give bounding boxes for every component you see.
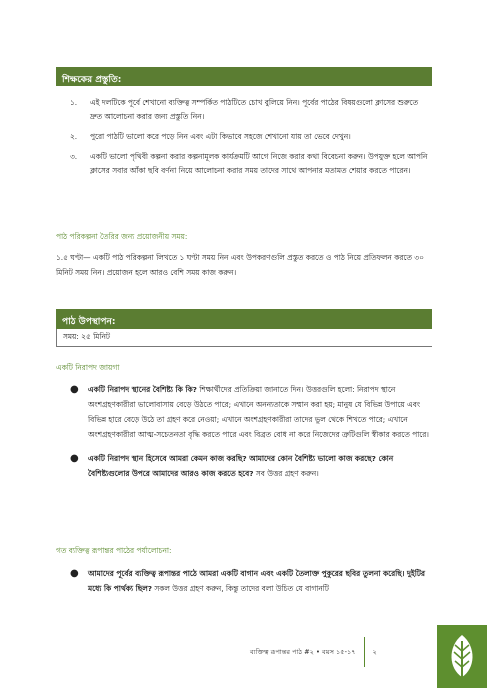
list-item	[70, 130, 430, 144]
page-number: ২	[372, 648, 377, 656]
answer-text: সব উত্তর গ্রহণ করুন।	[253, 469, 319, 478]
review-heading: গত ব্যক্তিত্ব রূপান্তর পাঠের পর্যালোচনা:	[56, 546, 172, 555]
page-footer	[250, 637, 377, 667]
bullet-text	[88, 566, 432, 596]
item-number: ২.	[70, 132, 78, 141]
answer-text: শিক্ষার্থীদের প্রতিক্রিয়া জানাতে দিন। উত্তরগুলি হলো: নিরাপদ স্থানে অংশগ্রহণকারীরা ভালোবাসায় বেড়ে উঠতে পারে; এখানে অনন্যতাকে সম্মান করা হয়; মানুষ যে বিভিন্ন উপায়ে এবং বিভিন্ন হারে বেড়ে উঠে তা গ্রহণ করে নেওয়া; এখানে অংশগ্রহণকারীরা তাদের ভুল থেকে শিখতে পারে; এখানে অংশগ্রহণকারীরা আত্ম-সচেতনতা বৃদ্ধি করতে পারে এবং বিব্রত বোধ না করে নিজেদের ত্রুটিগুলি স্বীকার করতে পারে।	[88, 385, 429, 439]
bullet-icon: ●	[70, 384, 79, 395]
list-item	[70, 382, 432, 442]
planning-time-text: ১.৫ ঘণ্টা— একটি পাঠ পরিকল্পনা লিখতে ১ ঘণ্টা সময় নিন এবং উপকরণগুলি প্রস্তুত করতে ও পাঠ নিয়ে প্রতিফলন করতে ৩০ মিনিট সময় নিন। প্রয়োজন হলে আরও বেশি সময় কাজ করুন।	[56, 253, 424, 277]
list-item	[70, 451, 432, 481]
duration-text: সময়: ২৫ মিনিট	[63, 332, 110, 341]
answer-text: সকল উত্তর গ্রহণ করুন, কিন্তু তাদের বলা উচিত যে বাগানটি	[152, 584, 329, 593]
item-text: একটি ভালো পৃথিবী কল্পনা করার কল্পনামূলক কার্যক্রমটি আগে নিজে করার কথা বিবেচনা করুন। উপযুক্ত হলে আপনি ক্লাসের সবার আঁকা ছবি বর্ণনা নিয়ে আলোচনা করার সময় তাদের সাথে আপনার মতামত শেয়ার করতে পারেন।	[90, 152, 428, 175]
review-list	[70, 566, 432, 605]
bullet-icon: ●	[70, 568, 79, 579]
teacher-prep-heading: শিক্ষকের প্রস্তুতি:	[56, 67, 432, 86]
footer-divider	[364, 637, 365, 667]
item-text: পুরো পাঠটি ভালো করে পড়ে নিন এবং এটা কিভাবে সহজে শেখানো যায় তা ভেবে দেখুন।	[90, 132, 351, 141]
bullet-text	[88, 451, 432, 481]
item-number: ৩.	[70, 152, 78, 161]
leaf-logo	[437, 625, 487, 688]
list-item	[70, 96, 430, 124]
leaf-icon	[437, 625, 487, 688]
list-item	[70, 150, 430, 178]
safe-place-heading: একটি নিরাপদ জায়গা	[56, 363, 120, 372]
series-label: ব্যক্তিত্ব রূপান্তর পাঠ #২ • বয়স ১৫-১৭	[250, 648, 356, 656]
question-text: একটি নিরাপদ স্থান হিসেবে আমরা কেমন কাজ করছি? আমাদের কোন বৈশিষ্ট্য ভালো কাজ করছে? কোন বৈশিষ্ট্যগুলোর উপরে আমাদের আরও কাজ করতে হবে?	[88, 454, 394, 478]
bullet-text	[88, 382, 432, 442]
teacher-prep-list	[70, 96, 430, 184]
question-text: আমাদের পূর্বের ব্যক্তিত্ব রূপান্তর পাঠে আমরা একটি বাগান এবং একটি তৈলাক্ত পুকুরের ছবির তুলনা করেছি। দুইটির মধ্যে কি পার্থক্য ছিল?	[88, 569, 425, 593]
presentation-heading: পাঠ উপস্থাপন:	[56, 309, 432, 329]
safe-place-list	[70, 382, 432, 490]
question-text: একটি নিরাপদ স্থানের বৈশিষ্ট্য কি কি?	[88, 385, 197, 394]
bullet-icon: ●	[70, 453, 79, 464]
duration-box	[56, 329, 432, 347]
planning-time-heading: পাঠ পরিকল্পনা তৈরির জন্য প্রয়োজনীয় সময়:	[56, 232, 188, 241]
list-item	[70, 566, 432, 596]
item-number: ১.	[70, 98, 78, 107]
item-text: এই দলটিকে পূর্বে শেখানো ব্যক্তিত্ব সম্পর্কিত পাঠটিতে চোখ বুলিয়ে নিন। পূর্বের পাঠের বিষয়গুলো ক্লাসের শুরুতে দ্রুত আলোচনা করার জন্য প্রস্তুতি নিন।	[90, 98, 419, 121]
